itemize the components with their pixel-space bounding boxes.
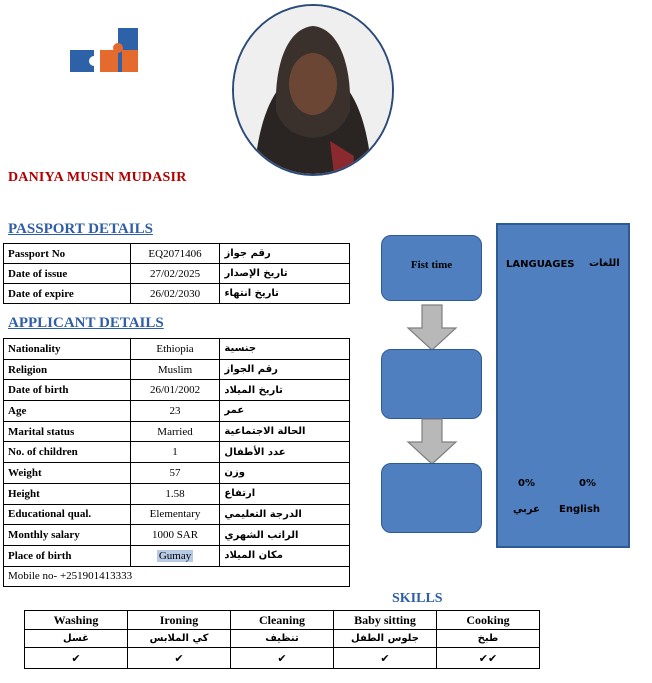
applicant-row xyxy=(4,463,350,484)
field-label-arabic: جنسية xyxy=(220,339,350,360)
field-label: Religion xyxy=(4,359,131,380)
field-label-arabic: وزن xyxy=(220,463,350,484)
field-label: Place of birth xyxy=(4,545,131,566)
applicant-row xyxy=(4,504,350,525)
field-label: Educational qual. xyxy=(4,504,131,525)
passport-table xyxy=(3,243,350,304)
field-label-arabic: تاريخ الإصدار xyxy=(220,264,350,284)
applicant-row xyxy=(4,380,350,401)
passport-row xyxy=(4,264,350,284)
candidate-photo xyxy=(232,4,394,176)
field-label-arabic: الدرجة التعليمي xyxy=(220,504,350,525)
down-arrow-icon xyxy=(406,418,458,466)
field-value: EQ2071406 xyxy=(130,244,220,264)
passport-details-title: PASSPORT DETAILS xyxy=(8,221,153,237)
field-label-arabic: الحالة الاجتماعية xyxy=(220,421,350,442)
field-label: Monthly salary xyxy=(4,525,131,546)
field-value: 1 xyxy=(130,442,220,463)
passport-row xyxy=(4,284,350,304)
language-name-arabic: عربي xyxy=(513,504,540,515)
skills-table xyxy=(24,610,540,669)
highlighted-value: Gumay xyxy=(158,549,192,562)
field-label: Age xyxy=(4,401,131,422)
field-value: 23 xyxy=(130,401,220,422)
applicant-row xyxy=(4,359,350,380)
languages-title-ar: اللغات xyxy=(589,258,620,269)
field-label-arabic: تاريخ الميلاد xyxy=(220,380,350,401)
applicant-row xyxy=(4,525,350,546)
skill-name: Baby sitting xyxy=(334,611,437,630)
skill-name-arabic: جلوس الطفل xyxy=(334,630,437,648)
mobile-row xyxy=(4,566,350,587)
skill-check-icon: ✔✔ xyxy=(437,648,540,669)
field-value: 1.58 xyxy=(130,483,220,504)
field-label-arabic: ارتفاع xyxy=(220,483,350,504)
field-label: Height xyxy=(4,483,131,504)
skill-name: Cooking xyxy=(437,611,540,630)
skill-check-icon: ✔ xyxy=(231,648,334,669)
field-label: Nationality xyxy=(4,339,131,360)
field-label: No. of children xyxy=(4,442,131,463)
skill-check-icon: ✔ xyxy=(334,648,437,669)
language-percent-arabic: 0% xyxy=(518,478,535,489)
field-value xyxy=(130,545,220,566)
skill-name-arabic: كي الملابس xyxy=(128,630,231,648)
languages-panel xyxy=(496,223,630,548)
skill-name-arabic: طبخ xyxy=(437,630,540,648)
field-label: Weight xyxy=(4,463,131,484)
field-label-arabic: مكان الميلاد xyxy=(220,545,350,566)
field-label: Date of expire xyxy=(4,284,131,304)
applicant-row xyxy=(4,442,350,463)
field-label-arabic: عمر xyxy=(220,401,350,422)
skill-check-icon: ✔ xyxy=(25,648,128,669)
flow-box-3 xyxy=(381,463,482,533)
field-value: 27/02/2025 xyxy=(130,264,220,284)
mobile-number: Mobile no- +251901413333 xyxy=(4,566,350,587)
skill-name-arabic: غسل xyxy=(25,630,128,648)
field-value: 26/01/2002 xyxy=(130,380,220,401)
field-label: Passport No xyxy=(4,244,131,264)
skill-name: Ironing xyxy=(128,611,231,630)
applicant-row xyxy=(4,339,350,360)
skills-header-row xyxy=(25,611,540,630)
applicant-details-title: APPLICANT DETAILS xyxy=(8,315,164,331)
skills-title: SKILLS xyxy=(392,591,443,606)
field-label-arabic: تاريخ انتهاء xyxy=(220,284,350,304)
field-value: 26/02/2030 xyxy=(130,284,220,304)
field-value: Ethiopia xyxy=(130,339,220,360)
field-value: 57 xyxy=(130,463,220,484)
skill-name: Washing xyxy=(25,611,128,630)
applicant-row xyxy=(4,483,350,504)
field-value: Elementary xyxy=(130,504,220,525)
flow-box-1-label: Fist time xyxy=(410,259,453,271)
field-value: Married xyxy=(130,421,220,442)
field-value: 1000 SAR xyxy=(130,525,220,546)
skill-check-icon: ✔ xyxy=(128,648,231,669)
field-label-arabic: رقم الجواز xyxy=(220,359,350,380)
field-label-arabic: الراتب الشهري xyxy=(220,525,350,546)
field-label-arabic: عدد الأطفال xyxy=(220,442,350,463)
field-label: Date of birth xyxy=(4,380,131,401)
applicant-table xyxy=(3,338,350,587)
language-name-english: English xyxy=(559,504,601,515)
skills-arabic-row xyxy=(25,630,540,648)
skills-check-row xyxy=(25,648,540,669)
flow-box-2 xyxy=(381,349,482,419)
down-arrow-icon xyxy=(406,304,458,352)
applicant-row xyxy=(4,401,350,422)
field-label-arabic: رقم جواز xyxy=(220,244,350,264)
company-logo xyxy=(70,28,142,74)
language-percent-english: 0% xyxy=(579,478,596,489)
skill-name: Cleaning xyxy=(231,611,334,630)
passport-row xyxy=(4,244,350,264)
skill-name-arabic: تنظيف xyxy=(231,630,334,648)
field-label: Date of issue xyxy=(4,264,131,284)
languages-title-en: LANGUAGES xyxy=(506,259,575,270)
field-label: Marital status xyxy=(4,421,131,442)
candidate-name: DANIYA MUSIN MUDASIR xyxy=(8,170,187,185)
applicant-row xyxy=(4,545,350,566)
portrait-image xyxy=(234,6,392,174)
field-value: Muslim xyxy=(130,359,220,380)
applicant-row xyxy=(4,421,350,442)
